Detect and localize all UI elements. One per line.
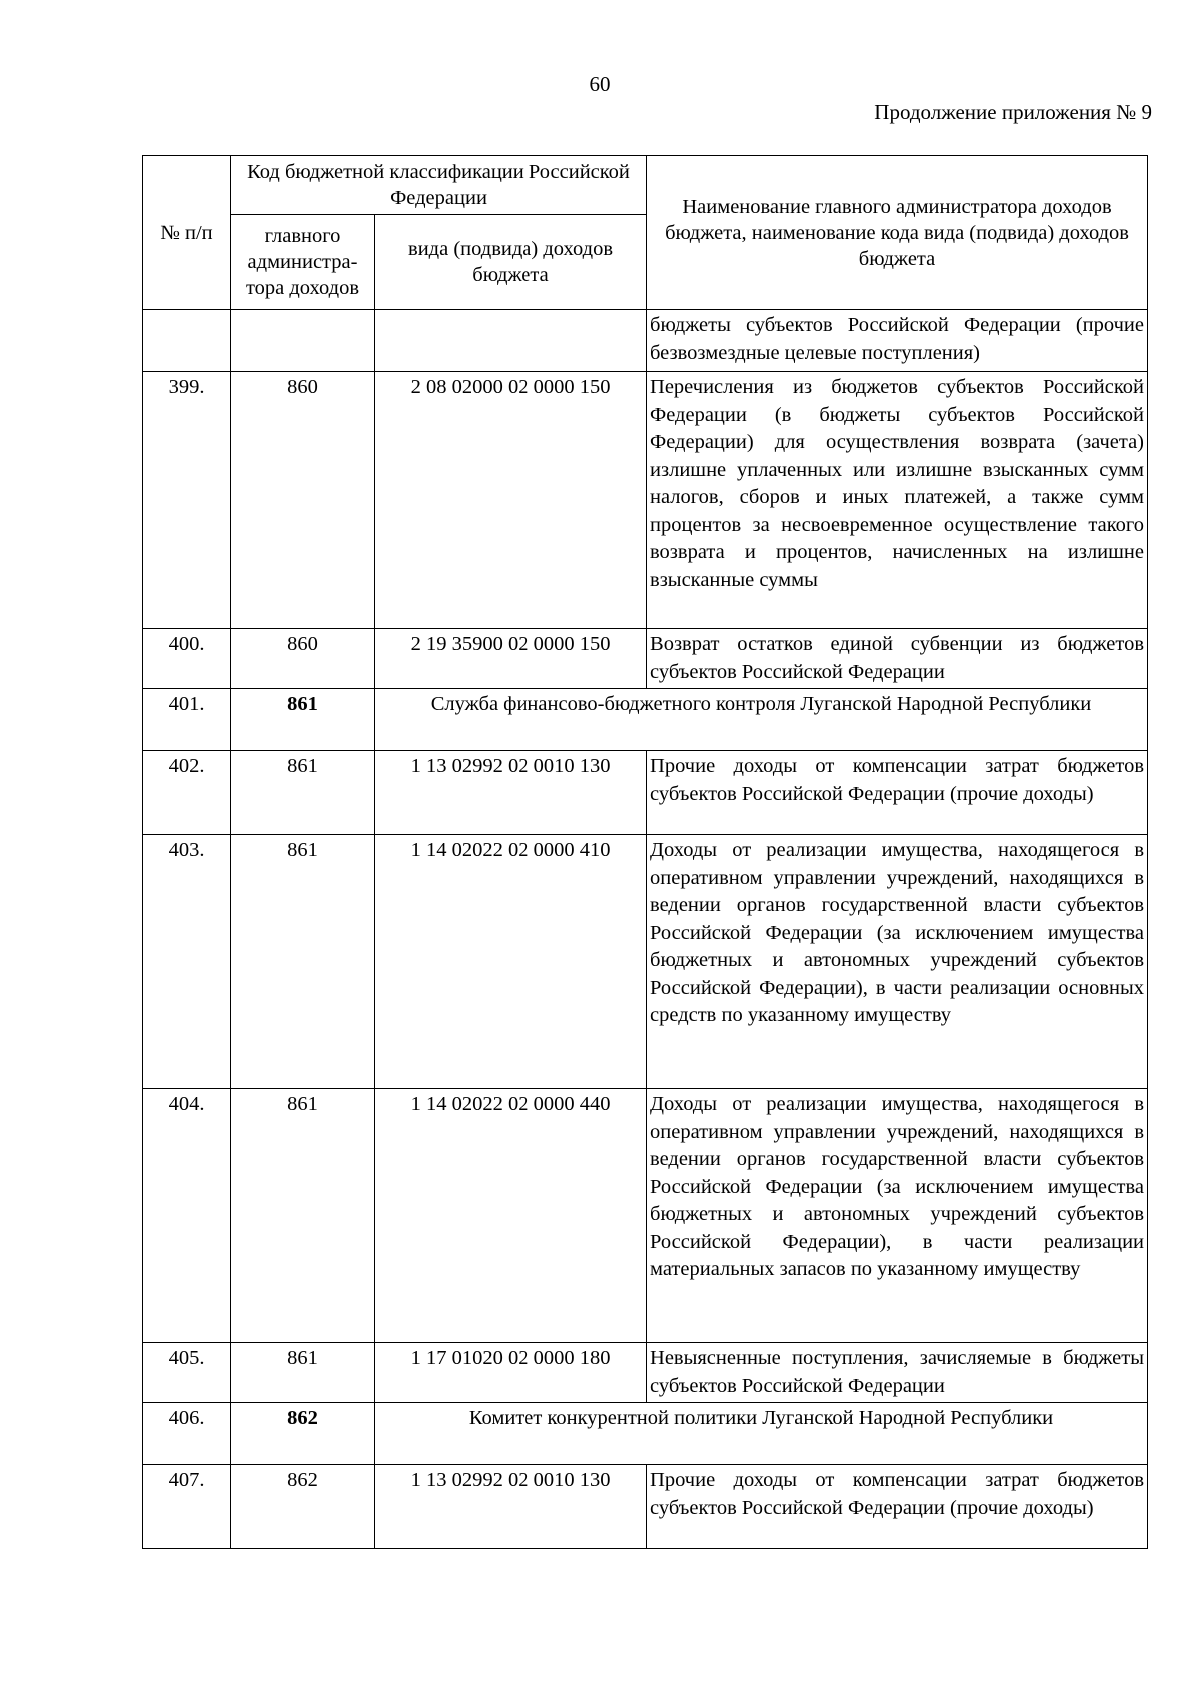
- admin-code: 860: [231, 629, 375, 689]
- income-type-code: 2 19 35900 02 0000 150: [375, 629, 647, 689]
- admin-code: 862: [231, 1465, 375, 1549]
- administrator-title: Служба финансово-бюджетного контроля Луганской Народной Республики: [375, 689, 1148, 751]
- admin-code: 860: [231, 372, 375, 629]
- row-number: 403.: [143, 835, 231, 1089]
- budget-classification-table: [142, 155, 1148, 1549]
- section-row: [143, 1403, 1148, 1465]
- income-description: Доходы от реализации имущества, находящегося в оперативном управлении учреждений, находящихся в ведении органов государственной власти субъектов Российской Федерации (за исключением имущества бюджетных и автономных учреждений субъектов Российской Федерации), в части реализации материальных запасов по указанному имуществу: [647, 1089, 1148, 1343]
- header-num: № п/п: [143, 156, 231, 310]
- page-number: 60: [589, 72, 611, 96]
- row-number: 402.: [143, 751, 231, 835]
- admin-code: 861: [231, 689, 375, 751]
- income-description: Доходы от реализации имущества, находящегося в оперативном управлении учреждений, находящихся в ведении органов государственной власти субъектов Российской Федерации (за исключением имущества бюджетных и автономных учреждений субъектов Российской Федерации), в части реализации основных средств по указанному имуществу: [647, 835, 1148, 1089]
- admin-code: 861: [231, 1343, 375, 1403]
- header-name: Наименование главного администратора доходов бюджета, наименование кода вида (подвида) доходов бюджета: [647, 156, 1148, 310]
- section-row: [143, 689, 1148, 751]
- admin-code: 861: [231, 751, 375, 835]
- appendix-note: Продолжение приложения № 9: [874, 100, 1152, 124]
- row-number: 405.: [143, 1343, 231, 1403]
- admin-code: [231, 310, 375, 372]
- income-description: бюджеты субъектов Российской Федерации (прочие безвозмездные целевые поступления): [647, 310, 1148, 372]
- row-number: 401.: [143, 689, 231, 751]
- row-number: [143, 310, 231, 372]
- income-type-code: 1 14 02022 02 0000 440: [375, 1089, 647, 1343]
- table-row: [143, 310, 1148, 372]
- header-admin: главного администра-тора доходов: [231, 215, 375, 310]
- income-type-code: 1 17 01020 02 0000 180: [375, 1343, 647, 1403]
- income-description: Прочие доходы от компенсации затрат бюджетов субъектов Российской Федерации (прочие доходы): [647, 1465, 1148, 1549]
- table-row: [143, 1343, 1148, 1403]
- row-number: 400.: [143, 629, 231, 689]
- table-row: [143, 751, 1148, 835]
- income-type-code: [375, 310, 647, 372]
- table-row: [143, 835, 1148, 1089]
- row-number: 406.: [143, 1403, 231, 1465]
- income-type-code: 1 14 02022 02 0000 410: [375, 835, 647, 1089]
- admin-code: 861: [231, 835, 375, 1089]
- header-type: вида (подвида) доходов бюджета: [375, 215, 647, 310]
- table-row: [143, 372, 1148, 629]
- table-row: [143, 629, 1148, 689]
- row-number: 404.: [143, 1089, 231, 1343]
- administrator-title: Комитет конкурентной политики Луганской Народной Республики: [375, 1403, 1148, 1465]
- income-type-code: 1 13 02992 02 0010 130: [375, 751, 647, 835]
- table-row: [143, 1089, 1148, 1343]
- admin-code: 862: [231, 1403, 375, 1465]
- income-description: Невыясненные поступления, зачисляемые в бюджеты субъектов Российской Федерации: [647, 1343, 1148, 1403]
- income-description: Перечисления из бюджетов субъектов Российской Федерации (в бюджеты субъектов Российской Федерации) для осуществления возврата (зачета) излишне уплаченных или излишне взысканных сумм налогов, сборов и иных платежей, а также сумм процентов за несвоевременное осуществление такого возврата и процентов, начисленных на излишне взысканные суммы: [647, 372, 1148, 629]
- table-row: [143, 1465, 1148, 1549]
- admin-code: 861: [231, 1089, 375, 1343]
- row-number: 399.: [143, 372, 231, 629]
- income-type-code: 2 08 02000 02 0000 150: [375, 372, 647, 629]
- header-code-group: Код бюджетной классификации Российской Федерации: [231, 156, 647, 215]
- row-number: 407.: [143, 1465, 231, 1549]
- income-description: Прочие доходы от компенсации затрат бюджетов субъектов Российской Федерации (прочие доходы): [647, 751, 1148, 835]
- income-type-code: 1 13 02992 02 0010 130: [375, 1465, 647, 1549]
- income-description: Возврат остатков единой субвенции из бюджетов субъектов Российской Федерации: [647, 629, 1148, 689]
